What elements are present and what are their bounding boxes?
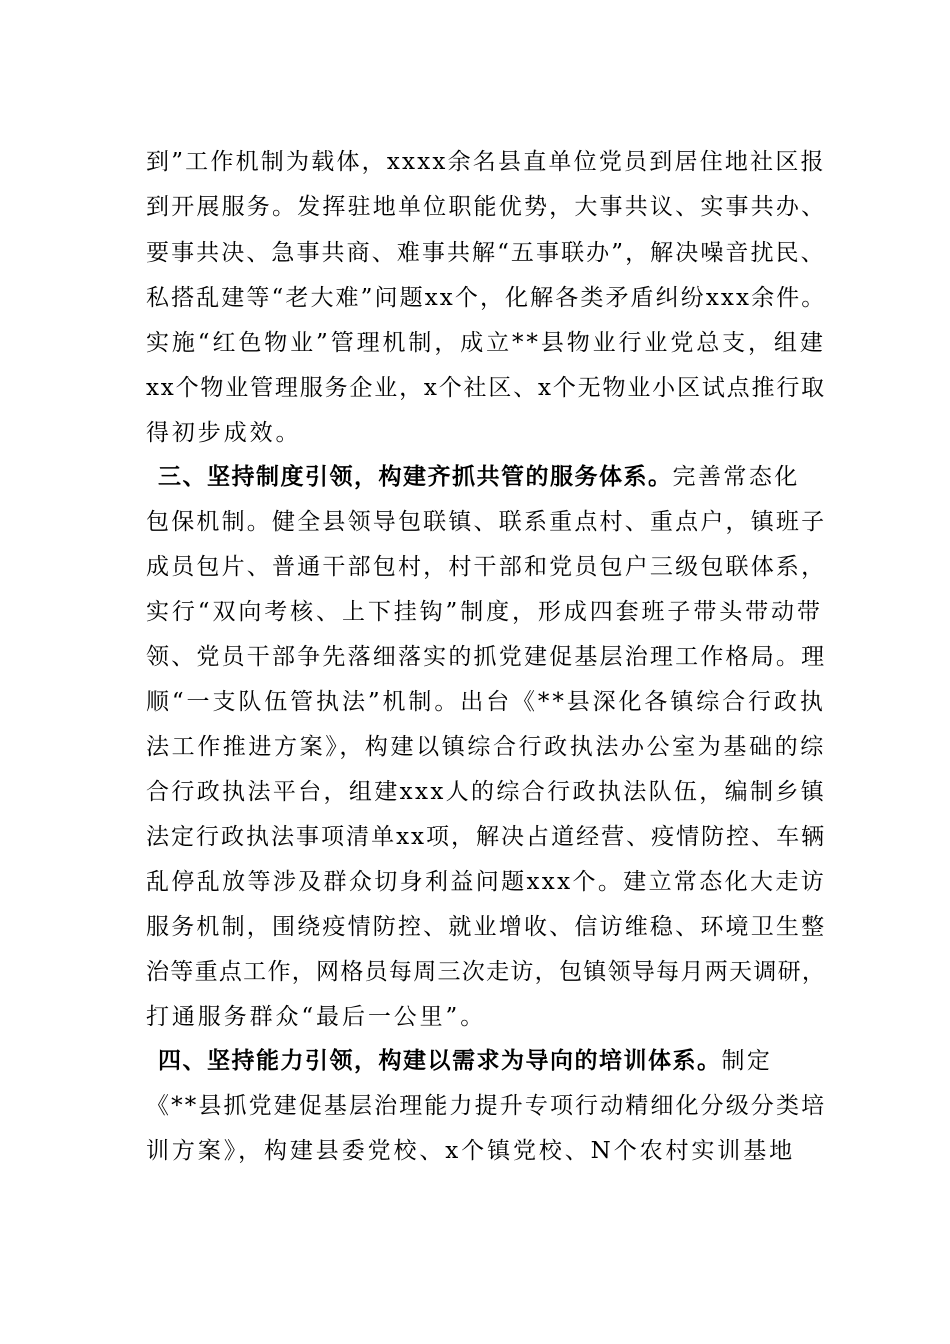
text-line: 打通服务群众“最后一公里”。 — [146, 1004, 487, 1030]
text-run: 制定 — [721, 1048, 773, 1074]
paragraph-first-line — [158, 462, 838, 492]
text-line: xx个物业管理服务企业，x个社区、x个无物业小区试点推行取 — [146, 375, 826, 401]
text-line: 服务机制，围绕疫情防控、就业增收、信访维稳、环境卫生整 — [146, 914, 827, 940]
text-line: 到”工作机制为载体，xxxx余名县直单位党员到居住地社区报 — [146, 149, 826, 175]
text-line: 合行政执法平台，组建xxx人的综合行政执法队伍，编制乡镇 — [146, 779, 827, 805]
text-line: 治等重点工作，网格员每周三次走访，包镇领导每月两天调研， — [146, 959, 827, 985]
text-line: 训方案》，构建县委党校、x个镇党校、N个农村实训基地 — [146, 1138, 795, 1164]
text-line: 领、党员干部争先落细落实的抓党建促基层治理工作格局。理 — [146, 644, 827, 670]
text-line: 顺“一支队伍管执法”机制。出台《**县深化各镇综合行政执 — [146, 689, 826, 715]
text-line: 实施“红色物业”管理机制，成立**县物业行业党总支，组建 — [146, 330, 826, 356]
text-line: 得初步成效。 — [146, 420, 302, 446]
paragraph-first-line — [158, 1046, 838, 1076]
text-line: 到开展服务。发挥驻地单位职能优势，大事共议、实事共办、 — [146, 194, 827, 220]
section-heading: 四、坚持能力引领，构建以需求为导向的培训体系。 — [158, 1048, 722, 1074]
text-run: 完善常态化 — [672, 464, 800, 490]
text-line: 成员包片、普通干部包村，村干部和党员包户三级包联体系， — [146, 554, 827, 580]
text-line: 法工作推进方案》，构建以镇综合行政执法办公室为基础的综 — [146, 734, 826, 760]
section-heading: 三、坚持制度引领，构建齐抓共管的服务体系。 — [158, 464, 673, 490]
text-line: 乱停乱放等涉及群众切身利益问题xxx个。建立常态化大走访 — [146, 869, 827, 895]
text-line: 包保机制。健全县领导包联镇、联系重点村、重点户，镇班子 — [146, 509, 827, 535]
text-line: 《**县抓党建促基层治理能力提升专项行动精细化分级分类培 — [146, 1093, 827, 1119]
text-line: 要事共决、急事共商、难事共解“五事联办”，解决噪音扰民、 — [146, 240, 826, 266]
text-line: 法定行政执法事项清单xx项，解决占道经营、疫情防控、车辆 — [146, 824, 827, 850]
text-line: 实行“双向考核、上下挂钩”制度，形成四套班子带头带动带 — [146, 599, 823, 625]
text-line: 私搭乱建等“老大难”问题xx个，化解各类矛盾纠纷xxx余件。 — [146, 285, 827, 311]
